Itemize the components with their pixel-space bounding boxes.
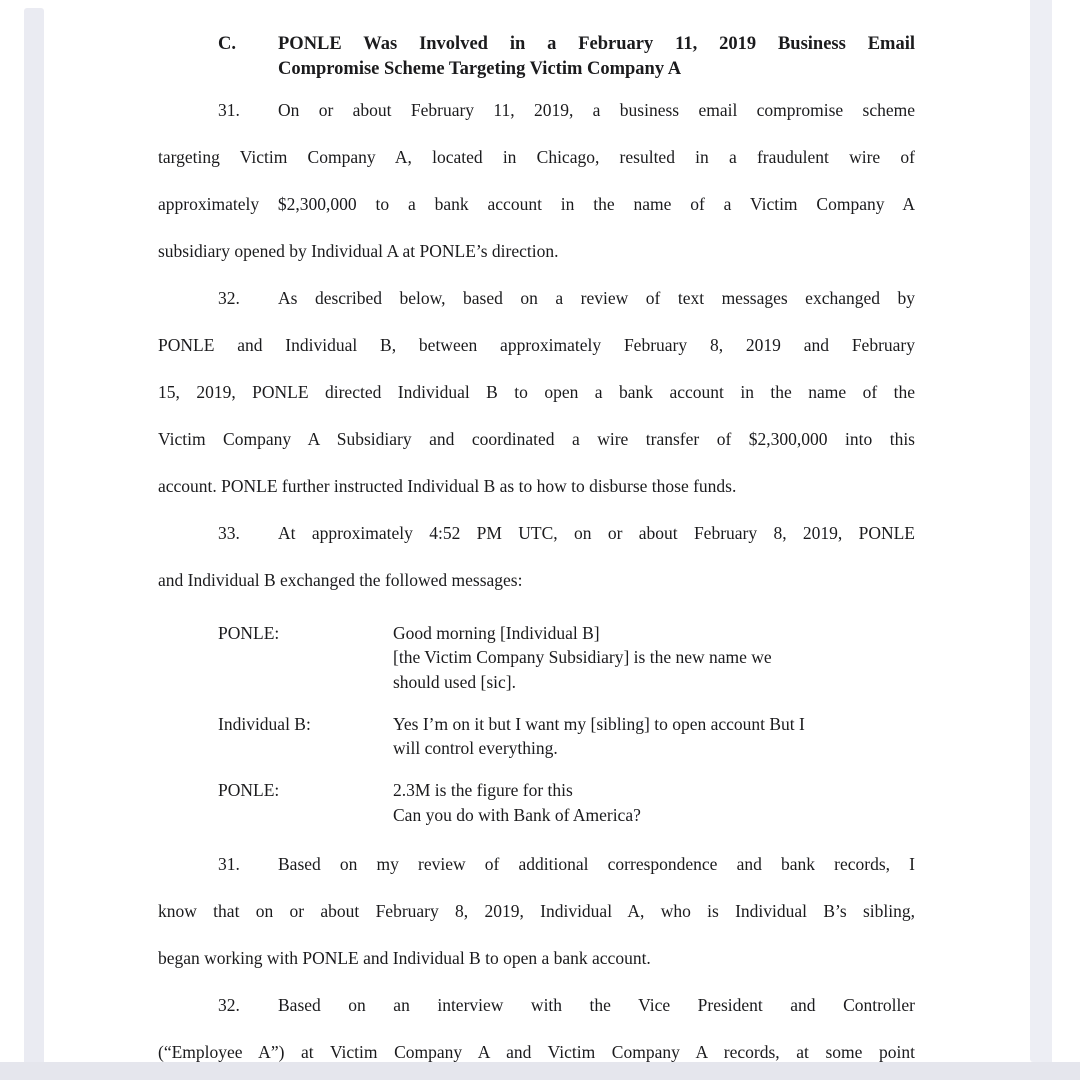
paragraph-line: 32. As described below, based on a review of text messages exchanged by — [218, 275, 915, 322]
message-speaker: PONLE: — [218, 623, 280, 643]
message-text — [393, 621, 915, 694]
paragraph-line: Victim Company A Subsidiary and coordinated a wire transfer of $2,300,000 into this — [158, 429, 915, 449]
paragraph-line: 32. Based on an interview with the Vice President and Controller — [218, 982, 915, 1029]
message-line: 2.3M is the figure for this — [393, 780, 573, 801]
paragraph — [158, 982, 915, 1076]
paragraph — [158, 87, 915, 275]
message-line: [the Victim Company Subsidiary] is the new name we — [393, 647, 772, 668]
paragraph-number: 31. — [218, 854, 240, 875]
paragraph-number: 32. — [218, 995, 240, 1016]
paragraph — [158, 841, 915, 982]
message-row — [218, 621, 915, 694]
section-heading-text — [278, 32, 915, 82]
paragraph-number: 32. — [218, 288, 240, 308]
message-line: Yes I’m on it but I want my [sibling] to open account But I — [393, 713, 805, 734]
page-edge-right — [1030, 0, 1052, 1062]
page-edge-left — [24, 8, 44, 1062]
paragraph-line: and Individual B exchanged the followed messages: — [158, 570, 523, 590]
message-line: will control everything. — [393, 738, 558, 759]
message-row — [218, 712, 915, 761]
paragraph-line: 31. On or about February 11, 2019, a business email compromise scheme — [218, 87, 915, 134]
paragraph-line: began working with PONLE and Individual B to open a bank account. — [158, 948, 651, 969]
section-heading-line: PONLE Was Involved in a February 11, 2019 Business Email — [278, 34, 915, 54]
paragraph-line: approximately $2,300,000 to a bank account in the name of a Victim Company A — [158, 194, 915, 214]
section-heading-label: C. — [218, 34, 236, 54]
paragraph-line: subsidiary opened by Individual A at PONLE’s direction. — [158, 241, 559, 261]
paragraph-line: know that on or about February 8, 2019, Individual A, who is Individual B’s sibling, — [158, 901, 915, 922]
message-speaker: PONLE: — [218, 780, 280, 801]
paragraph-line: 31. Based on my review of additional correspondence and bank records, I — [218, 841, 915, 888]
document-content — [158, 0, 915, 1076]
paragraph-line: PONLE and Individual B, between approximately February 8, 2019 and February — [158, 335, 915, 355]
paragraph-line: targeting Victim Company A, located in Chicago, resulted in a fraudulent wire of — [158, 147, 915, 167]
section-heading-line: Compromise Scheme Targeting Victim Company A — [278, 59, 682, 79]
section-heading — [218, 32, 915, 82]
paragraph-number: 33. — [218, 523, 240, 543]
message-text — [393, 778, 915, 827]
message-text — [393, 712, 915, 761]
message-row — [218, 778, 915, 827]
paragraph-number: 31. — [218, 100, 240, 120]
paragraphs-before-messages — [158, 87, 915, 604]
message-speaker: Individual B: — [218, 713, 311, 734]
message-line: Good morning [Individual B] — [393, 623, 600, 643]
paragraph-line: 33. At approximately 4:52 PM UTC, on or about February 8, 2019, PONLE — [218, 510, 915, 557]
paragraph — [158, 510, 915, 604]
paragraph — [158, 275, 915, 510]
message-exchange-block — [218, 621, 915, 827]
message-line: Can you do with Bank of America? — [393, 804, 641, 825]
message-line: should used [sic]. — [393, 671, 516, 692]
paragraph-line: (“Employee A”) at Victim Company A and Victim Company A records, at some point — [158, 1042, 915, 1063]
paragraphs-after-messages — [158, 841, 915, 1076]
paragraph-line: 15, 2019, PONLE directed Individual B to open a bank account in the name of the — [158, 382, 915, 402]
paragraph-line: account. PONLE further instructed Individual B as to how to disburse those funds. — [158, 476, 737, 496]
